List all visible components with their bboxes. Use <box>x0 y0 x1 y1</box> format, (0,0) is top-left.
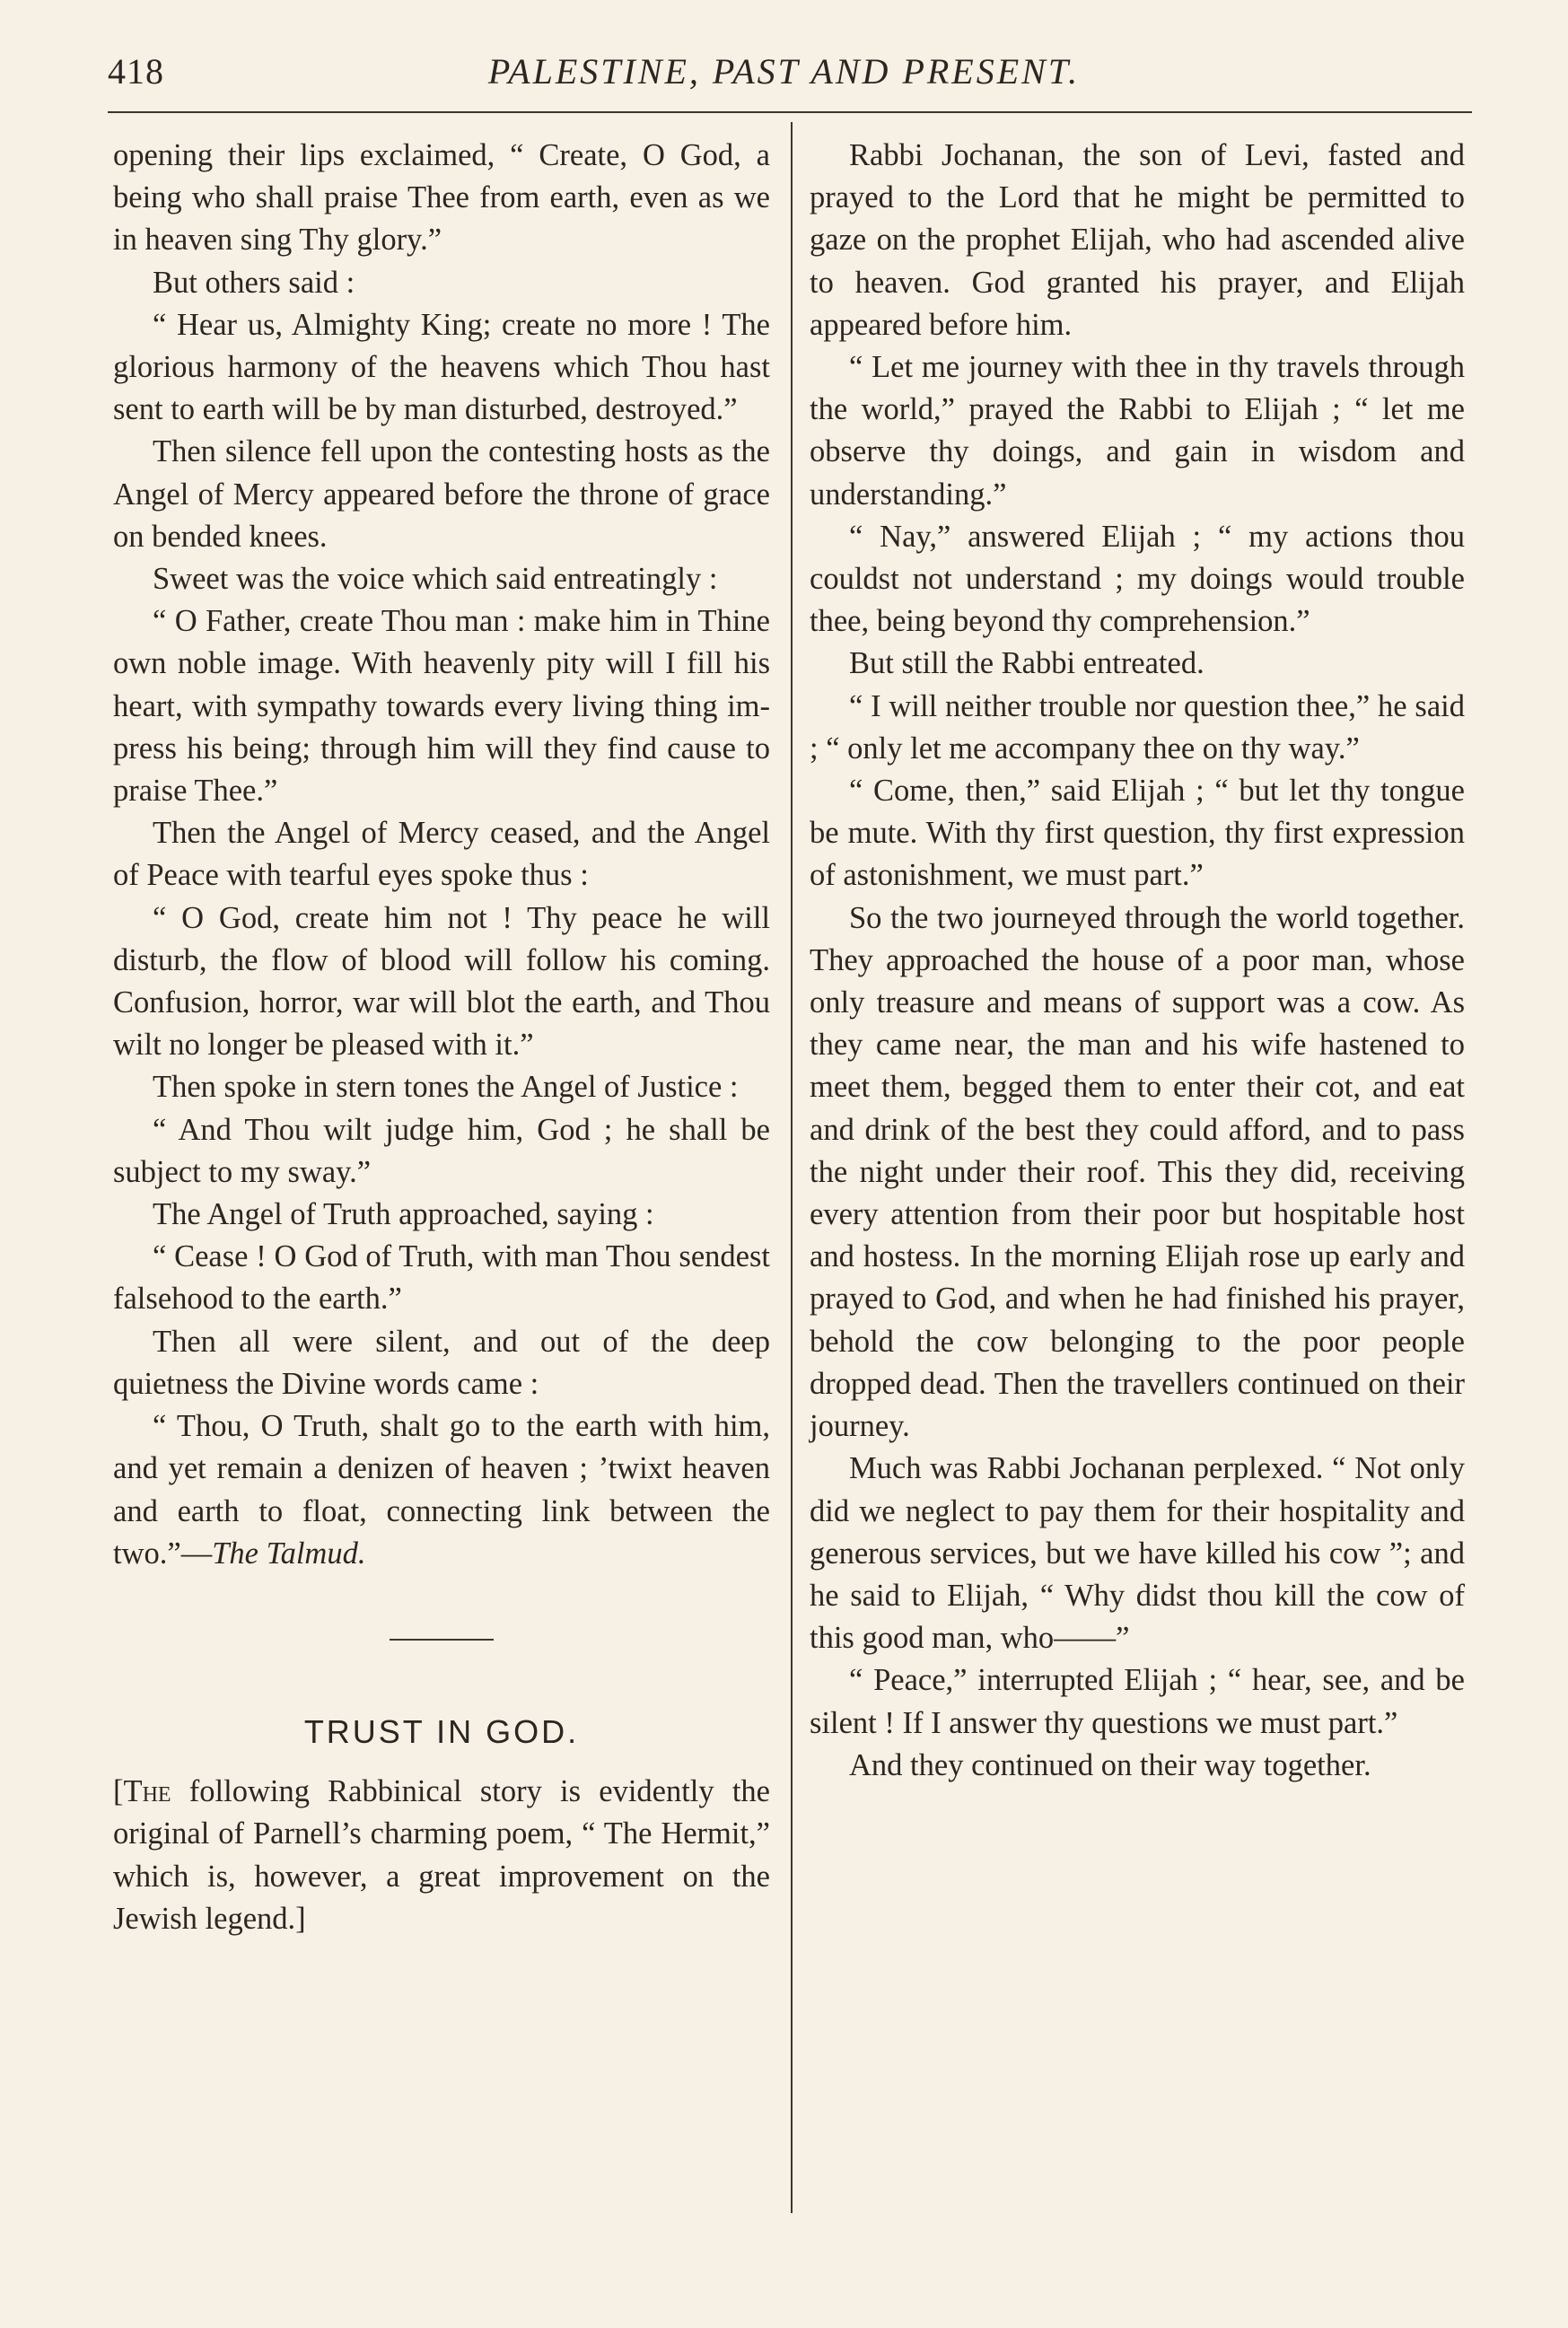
paragraph: opening their lips exclaimed, “ Create, O God, a being who shall praise Thee from earth, even as we in heaven sing Thy glory.” <box>113 138 770 258</box>
right-column <box>810 135 1465 1787</box>
paragraph: Much was Rabbi Jochanan perplexed. “ Not only did we neglect to pay them for their hospitality and generous services, but we have killed his cow ”; and he said to Elijah, “ Why didst thou kill the cow of this good man, who——” <box>810 1451 1465 1656</box>
paragraph: Sweet was the voice which said entreatingly : <box>153 562 718 597</box>
source-attribution: The Talmud. <box>212 1536 366 1571</box>
paragraph: So the two journeyed through the world together. They approached the house of a poor man, whose only treasure and means of support was a cow. As they came near, the man and his wife hastened to meet them, begged them to enter their cot, and eat and drink of the best they could afford, and to pass the night under their roof. This they did, receiving every attention from their poor but hospitable host and hostess. In the morning Elijah rose up early and prayed to God, and when he had finished his prayer, behold the cow belonging to the poor people dropped dead. Then the travellers continued on their journey. <box>810 900 1465 1444</box>
paragraph: “ O Father, create Thou man : make him in Thine own noble image. With heavenly pity will I fill his heart, with sympathy towards every living thing impress his being; through him will they find cause to praise Thee.” <box>113 604 770 809</box>
paragraph-last <box>113 1405 770 1575</box>
intro-text: following Rabbinical story is evidently the original of Parnell’s charming poem, “ The Hermit,” which is, however, a great improvement on the Jewish legend.] <box>113 1774 770 1936</box>
paragraph: “ Nay,” answered Elijah ; “ my actions thou couldst not understand ; my doings would trouble thee, being beyond thy comprehension.” <box>810 519 1465 639</box>
section-separator <box>390 1639 494 1641</box>
paragraph: “ I will neither trouble nor question thee,” he said ; “ only let me accompany thee on thy way.” <box>810 688 1465 766</box>
paragraph: And they continued on their way together. <box>849 1747 1371 1782</box>
paragraph: “ Come, then,” said Elijah ; “ but let thy tongue be mute. With thy first question, thy first expression of astonishment, we must part.” <box>810 774 1465 893</box>
paragraph: The Angel of Truth approached, saying : <box>153 1197 654 1232</box>
paragraph: “ Let me journey with thee in thy travels through the world,” prayed the Rabbi to Elijah ; “ let me observe thy doings, and gain in wisdom and understanding.” <box>810 350 1465 512</box>
paragraph: Then spoke in stern tones the Angel of Justice : <box>153 1070 739 1105</box>
intro-bracket: [ <box>113 1774 124 1809</box>
section-title: TRUST IN GOD. <box>303 1712 580 1750</box>
intro-smallcaps: The <box>123 1774 171 1809</box>
section-intro <box>113 1771 770 1940</box>
paragraph: “ And Thou wilt judge him, God ; he shall be subject to my sway.” <box>113 1112 770 1189</box>
paragraph: Rabbi Jochanan, the son of Levi, fasted and prayed to the Lord that he might be permitted to gaze on the prophet Elijah, who had ascended alive to heaven. God granted his prayer, and Elijah appeared before him. <box>810 138 1465 342</box>
column-divider <box>791 122 793 2213</box>
running-head: PALESTINE, PAST AND PRESENT. <box>487 51 1081 92</box>
paragraph: “ Hear us, Almighty King; create no more ! The glorious harmony of the heavens which Thou hast sent to earth will be by man disturbed, destroyed.” <box>113 307 770 427</box>
paragraph-text: “ Thou, O Truth, shalt go to the earth with him, and yet remain a denizen of heaven ; ’twixt heaven and earth to float, connecting link between the two.”— <box>113 1409 770 1571</box>
paragraph: Then silence fell upon the contesting hosts as the Angel of Mercy appeared before the throne of grace on bended knees. <box>113 434 770 554</box>
paragraph: But others said : <box>153 265 355 300</box>
paragraph: “ Peace,” interrupted Elijah ; “ hear, see, and be silent ! If I answer thy questions we must part.” <box>810 1663 1465 1740</box>
paragraph: “ O God, create him not ! Thy peace he will disturb, the flow of blood will follow his coming. Confusion, horror, war will blot the earth, and Thou wilt no longer be pleased with it.” <box>113 900 770 1063</box>
paragraph: “ Cease ! O God of Truth, with man Thou sendest falsehood to the earth.” <box>113 1239 770 1317</box>
header-rule <box>108 111 1472 113</box>
paragraph: But still the Rabbi entreated. <box>849 646 1204 681</box>
paragraph: Then all were silent, and out of the deep quietness the Divine words came : <box>113 1324 770 1401</box>
left-column <box>113 135 770 1940</box>
paragraph: Then the Angel of Mercy ceased, and the Angel of Peace with tearful eyes spoke thus : <box>113 816 770 893</box>
page-number: 418 <box>108 51 164 92</box>
